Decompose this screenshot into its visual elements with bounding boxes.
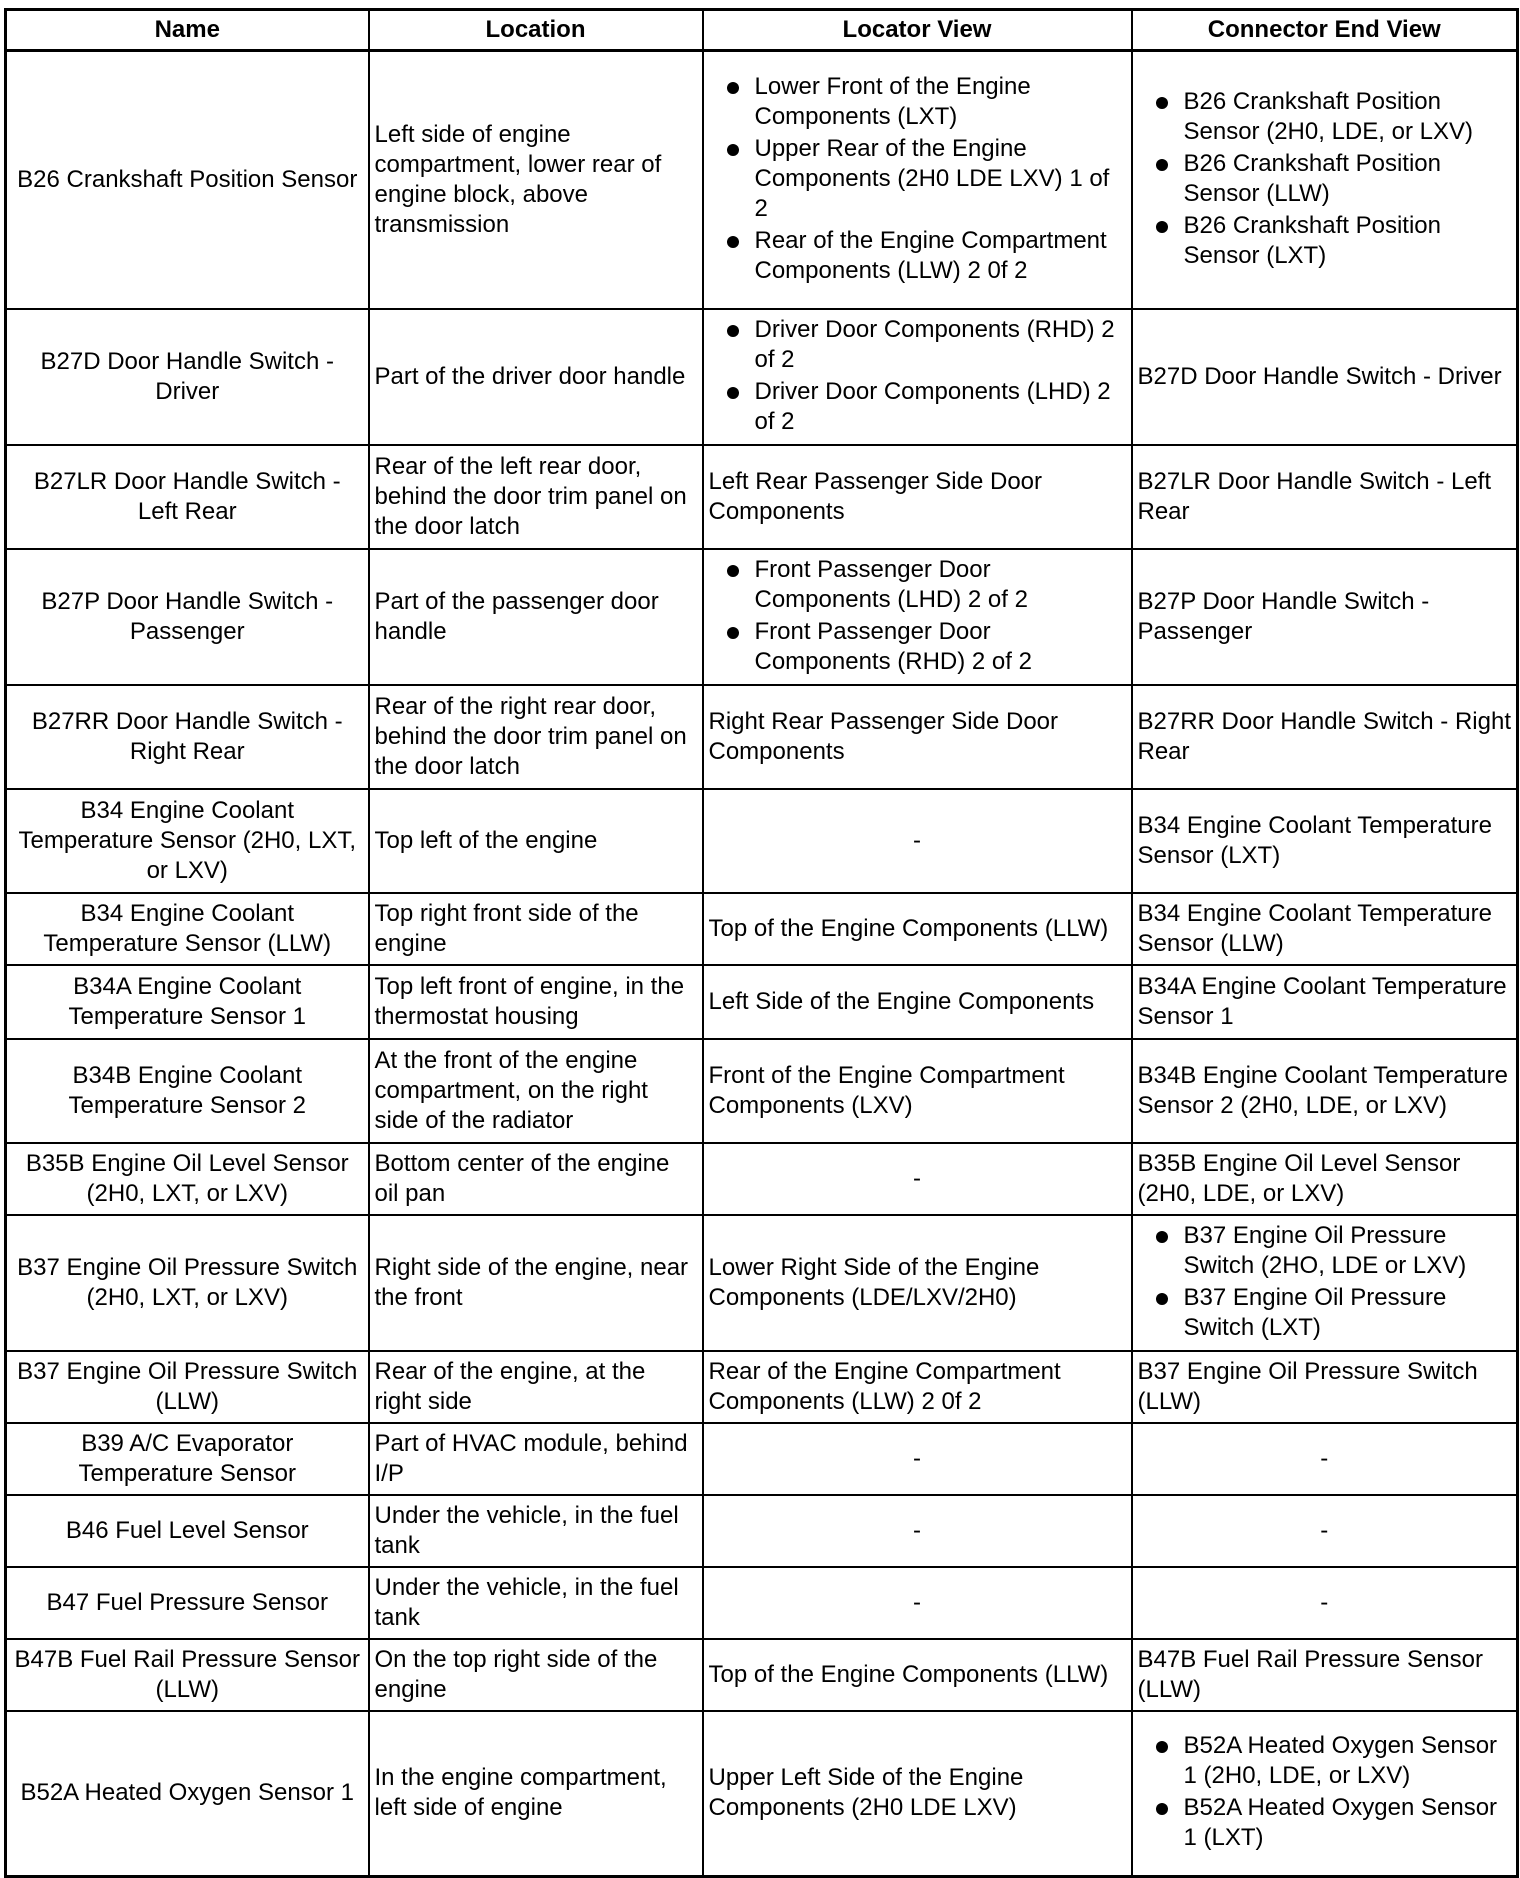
list-item: Rear of the Engine Compartment Components (LLW) 2 0f 2 xyxy=(709,226,1126,286)
header-location: Location xyxy=(369,10,703,51)
cell-locator-view: Rear of the Engine Compartment Components (LLW) 2 0f 2 xyxy=(703,1351,1132,1423)
cell-name: B52A Heated Oxygen Sensor 1 xyxy=(6,1711,369,1877)
cell-connector-end-view: B34 Engine Coolant Temperature Sensor (LXT) xyxy=(1132,789,1518,893)
list-item: B52A Heated Oxygen Sensor 1 (LXT) xyxy=(1138,1793,1512,1853)
cell-connector-end-view xyxy=(1132,51,1518,309)
header-name: Name xyxy=(6,10,369,51)
cell-locator-view: - xyxy=(703,1423,1132,1495)
cell-connector-end-view: B37 Engine Oil Pressure Switch (LLW) xyxy=(1132,1351,1518,1423)
cell-locator-view xyxy=(703,309,1132,445)
table-row xyxy=(6,1039,1518,1143)
cell-locator-view: - xyxy=(703,1495,1132,1567)
list-item: B37 Engine Oil Pressure Switch (2HO, LDE or LXV) xyxy=(1138,1221,1512,1281)
table-row xyxy=(6,1423,1518,1495)
component-locator-table xyxy=(4,8,1519,1878)
cell-name: B34 Engine Coolant Temperature Sensor (LLW) xyxy=(6,893,369,965)
cell-locator-view: Top of the Engine Components (LLW) xyxy=(703,893,1132,965)
cell-location: Rear of the left rear door, behind the door trim panel on the door latch xyxy=(369,445,703,549)
table-row xyxy=(6,51,1518,309)
cell-locator-view: - xyxy=(703,789,1132,893)
cell-name: B34A Engine Coolant Temperature Sensor 1 xyxy=(6,965,369,1039)
list-item: Driver Door Components (LHD) 2 of 2 xyxy=(709,377,1126,437)
cell-locator-view: - xyxy=(703,1567,1132,1639)
cell-name: B37 Engine Oil Pressure Switch (LLW) xyxy=(6,1351,369,1423)
list-item: B26 Crankshaft Position Sensor (LXT) xyxy=(1138,211,1512,271)
cell-connector-end-view: B27LR Door Handle Switch - Left Rear xyxy=(1132,445,1518,549)
table-row xyxy=(6,309,1518,445)
cell-location: Part of HVAC module, behind I/P xyxy=(369,1423,703,1495)
cell-connector-end-view: B34 Engine Coolant Temperature Sensor (LLW) xyxy=(1132,893,1518,965)
header-connector-end-view: Connector End View xyxy=(1132,10,1518,51)
cell-location: Part of the driver door handle xyxy=(369,309,703,445)
list-item: Driver Door Components (RHD) 2 of 2 xyxy=(709,315,1126,375)
cell-connector-end-view: - xyxy=(1132,1423,1518,1495)
cell-location: At the front of the engine compartment, on the right side of the radiator xyxy=(369,1039,703,1143)
table-row xyxy=(6,549,1518,685)
cell-name: B35B Engine Oil Level Sensor (2H0, LXT, or LXV) xyxy=(6,1143,369,1215)
cell-locator-view: - xyxy=(703,1143,1132,1215)
cell-name: B26 Crankshaft Position Sensor xyxy=(6,51,369,309)
cell-locator-view: Left Rear Passenger Side Door Components xyxy=(703,445,1132,549)
cell-name: B27LR Door Handle Switch - Left Rear xyxy=(6,445,369,549)
cell-name: B34 Engine Coolant Temperature Sensor (2H0, LXT, or LXV) xyxy=(6,789,369,893)
list-item: Lower Front of the Engine Components (LXT) xyxy=(709,72,1126,132)
cell-locator-view: Lower Right Side of the Engine Components (LDE/LXV/2H0) xyxy=(703,1215,1132,1351)
cell-locator-view: Upper Left Side of the Engine Components (2H0 LDE LXV) xyxy=(703,1711,1132,1877)
cell-name: B47B Fuel Rail Pressure Sensor (LLW) xyxy=(6,1639,369,1711)
locator-view-list xyxy=(709,315,1126,437)
cell-location: Under the vehicle, in the fuel tank xyxy=(369,1567,703,1639)
cell-name: B27P Door Handle Switch - Passenger xyxy=(6,549,369,685)
table-row xyxy=(6,789,1518,893)
cell-connector-end-view: B34A Engine Coolant Temperature Sensor 1 xyxy=(1132,965,1518,1039)
list-item: B26 Crankshaft Position Sensor (LLW) xyxy=(1138,149,1512,209)
cell-connector-end-view: B27D Door Handle Switch - Driver xyxy=(1132,309,1518,445)
list-item: B52A Heated Oxygen Sensor 1 (2H0, LDE, or LXV) xyxy=(1138,1731,1512,1791)
cell-name: B47 Fuel Pressure Sensor xyxy=(6,1567,369,1639)
cell-connector-end-view: B27P Door Handle Switch - Passenger xyxy=(1132,549,1518,685)
table-row xyxy=(6,1215,1518,1351)
list-item: Front Passenger Door Components (RHD) 2 of 2 xyxy=(709,617,1126,677)
cell-location: Top left front of engine, in the thermostat housing xyxy=(369,965,703,1039)
cell-location: Top left of the engine xyxy=(369,789,703,893)
table-row xyxy=(6,445,1518,549)
cell-name: B37 Engine Oil Pressure Switch (2H0, LXT, or LXV) xyxy=(6,1215,369,1351)
cell-locator-view: Top of the Engine Components (LLW) xyxy=(703,1639,1132,1711)
cell-connector-end-view: B27RR Door Handle Switch - Right Rear xyxy=(1132,685,1518,789)
cell-connector-end-view: - xyxy=(1132,1567,1518,1639)
table-row xyxy=(6,1143,1518,1215)
cell-name: B46 Fuel Level Sensor xyxy=(6,1495,369,1567)
cell-connector-end-view: B35B Engine Oil Level Sensor (2H0, LDE, or LXV) xyxy=(1132,1143,1518,1215)
cell-location: Rear of the engine, at the right side xyxy=(369,1351,703,1423)
cell-name: B27RR Door Handle Switch - Right Rear xyxy=(6,685,369,789)
cell-connector-end-view: - xyxy=(1132,1495,1518,1567)
table-row xyxy=(6,685,1518,789)
list-item: B26 Crankshaft Position Sensor (2H0, LDE, or LXV) xyxy=(1138,87,1512,147)
table-row xyxy=(6,965,1518,1039)
cell-connector-end-view: B34B Engine Coolant Temperature Sensor 2 (2H0, LDE, or LXV) xyxy=(1132,1039,1518,1143)
list-item: Front Passenger Door Components (LHD) 2 of 2 xyxy=(709,555,1126,615)
cell-location: Top right front side of the engine xyxy=(369,893,703,965)
locator-view-list xyxy=(709,555,1126,677)
cell-locator-view: Right Rear Passenger Side Door Components xyxy=(703,685,1132,789)
cell-locator-view: Left Side of the Engine Components xyxy=(703,965,1132,1039)
cell-name: B39 A/C Evaporator Temperature Sensor xyxy=(6,1423,369,1495)
table-row xyxy=(6,1351,1518,1423)
cell-location: On the top right side of the engine xyxy=(369,1639,703,1711)
table-row xyxy=(6,893,1518,965)
connector-view-list xyxy=(1138,1221,1512,1343)
table-row xyxy=(6,1639,1518,1711)
table-header-row xyxy=(6,10,1518,51)
list-item: Upper Rear of the Engine Components (2H0 LDE LXV) 1 of 2 xyxy=(709,134,1126,224)
cell-location: Rear of the right rear door, behind the door trim panel on the door latch xyxy=(369,685,703,789)
cell-connector-end-view xyxy=(1132,1215,1518,1351)
cell-location: Left side of engine compartment, lower rear of engine block, above transmission xyxy=(369,51,703,309)
table-row xyxy=(6,1495,1518,1567)
header-locator-view: Locator View xyxy=(703,10,1132,51)
cell-name: B34B Engine Coolant Temperature Sensor 2 xyxy=(6,1039,369,1143)
cell-location: Bottom center of the engine oil pan xyxy=(369,1143,703,1215)
cell-locator-view xyxy=(703,549,1132,685)
connector-view-list xyxy=(1138,87,1512,271)
cell-location: Part of the passenger door handle xyxy=(369,549,703,685)
connector-view-list xyxy=(1138,1731,1512,1853)
cell-location: Right side of the engine, near the front xyxy=(369,1215,703,1351)
cell-location: Under the vehicle, in the fuel tank xyxy=(369,1495,703,1567)
cell-locator-view xyxy=(703,51,1132,309)
table-row xyxy=(6,1567,1518,1639)
cell-name: B27D Door Handle Switch - Driver xyxy=(6,309,369,445)
table-row xyxy=(6,1711,1518,1877)
cell-connector-end-view: B47B Fuel Rail Pressure Sensor (LLW) xyxy=(1132,1639,1518,1711)
cell-location: In the engine compartment, left side of engine xyxy=(369,1711,703,1877)
cell-locator-view: Front of the Engine Compartment Components (LXV) xyxy=(703,1039,1132,1143)
locator-view-list xyxy=(709,72,1126,286)
cell-connector-end-view xyxy=(1132,1711,1518,1877)
list-item: B37 Engine Oil Pressure Switch (LXT) xyxy=(1138,1283,1512,1343)
